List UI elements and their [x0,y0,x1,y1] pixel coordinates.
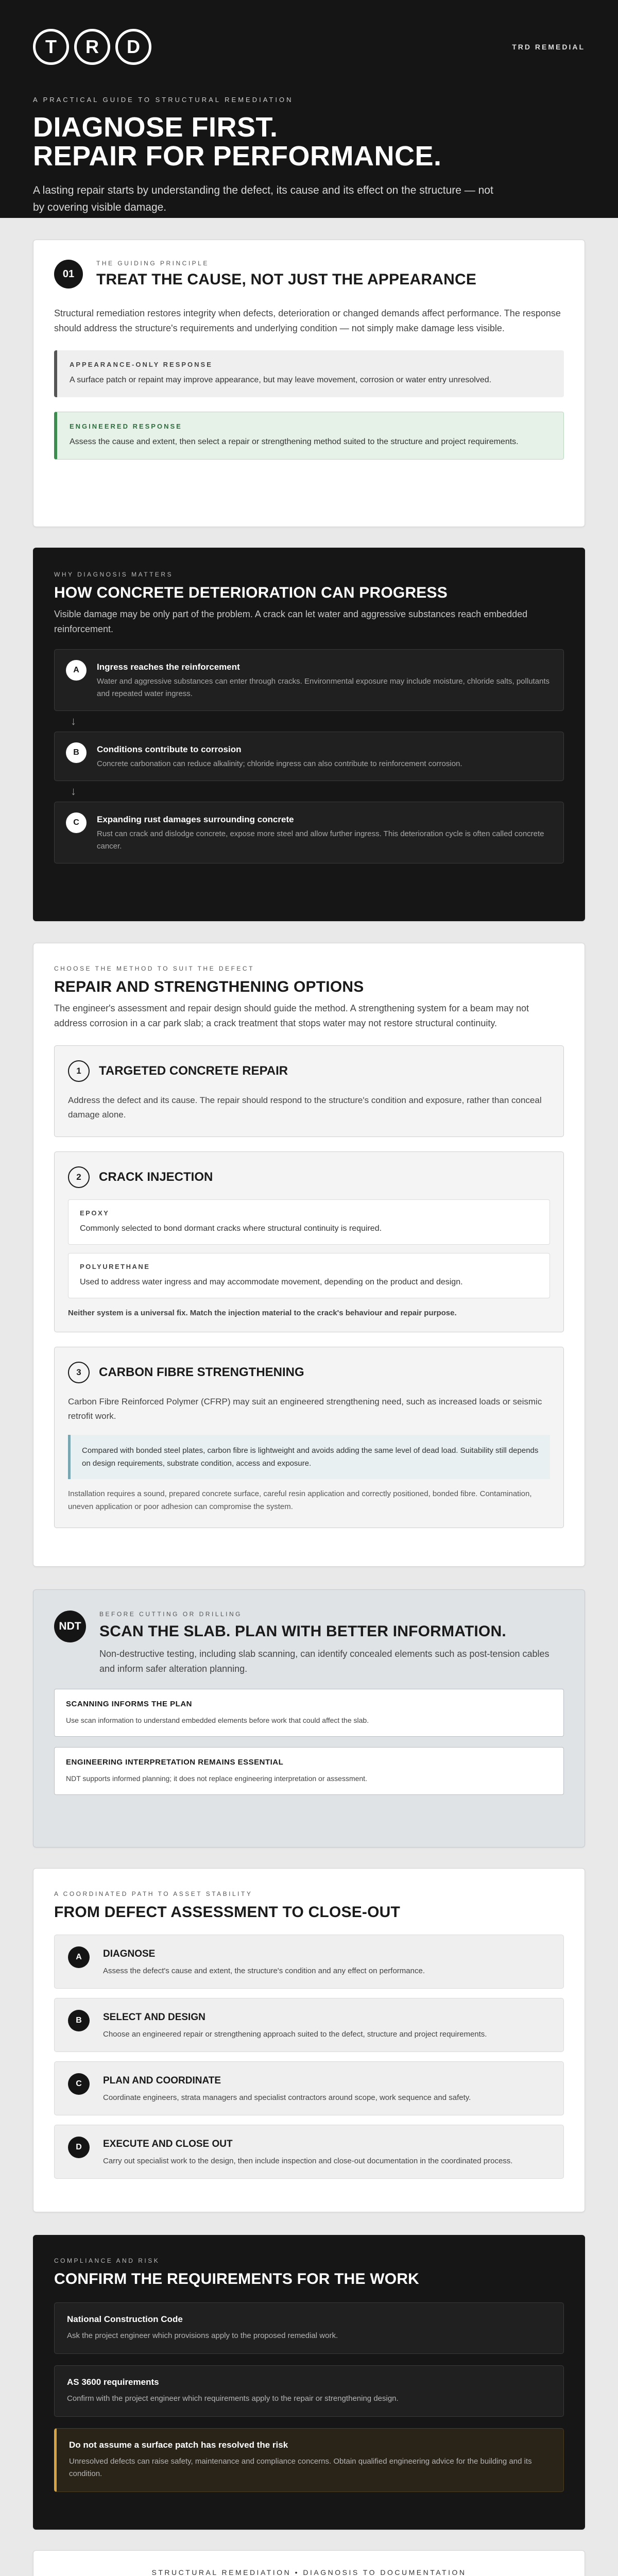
deterioration-step-c [54,802,564,863]
requirement-text: Ask the project engineer which provisions apply to the proposed remedial work. [67,2331,338,2340]
engineered-response-text: Assess the cause and extent, then select a repair or strengthening method suited to the structure and project requirements. [70,437,519,446]
page-footer [33,2550,585,2576]
deterioration-step-b [54,732,564,781]
path-step-badge: A [68,1946,90,1968]
info-text: Use scan information to understand embedded elements before work that could affect the slab. [66,1716,369,1724]
path-step-text: Coordinate engineers, strata managers and specialist contractors around scope, work sequence and safety. [103,2093,471,2102]
path-step-title: EXECUTE AND CLOSE OUT [103,2139,233,2149]
step-text: Concrete carbonation can reduce alkalinity; chloride ingress can also contribute to reinforcement corrosion. [97,759,462,768]
scan-title: SCAN THE SLAB. PLAN WITH BETTER INFORMATION. [99,1623,506,1640]
option-header [68,1166,550,1188]
step-text: Water and aggressive substances can enter through cracks. Environmental exposure may include moisture, chloride salts, pollutants and repeated water ingress. [97,677,550,698]
polyurethane-label: POLYURETHANE [80,1263,150,1270]
option-number: 2 [68,1166,90,1188]
hero-title-line2: REPAIR FOR PERFORMANCE. [33,141,442,172]
path-step-text: Choose an engineered repair or strengthening approach suited to the defect, structure and project requirements. [103,2030,487,2039]
principle-title: TREAT THE CAUSE, NOT JUST THE APPEARANCE [96,271,477,288]
deterioration-card [33,548,585,921]
scan-kicker: BEFORE CUTTING OR DRILLING [99,1611,243,1618]
epoxy-label: EPOXY [80,1209,110,1217]
path-title: FROM DEFECT ASSESSMENT TO CLOSE-OUT [54,1904,401,1921]
info-text: NDT supports informed planning; it does not replace engineering interpretation or assessment. [66,1774,367,1783]
logo-letter-r: R [74,29,110,65]
step-title: Conditions contribute to corrosion [97,744,242,754]
appearance-response-text: A surface patch or repaint may improve appearance, but may leave movement, corrosion or water entry unresolved. [70,376,492,384]
path-step-plan [54,2061,564,2115]
hero-subtitle: A lasting repair starts by understanding the defect, its cause and its effect on the structure — not by covering visible damage. [33,184,493,213]
polyurethane-text: Used to address water ingress and may accommodate movement, depending on the product and design. [80,1278,463,1286]
info-title: ENGINEERING INTERPRETATION REMAINS ESSENTIAL [66,1758,284,1767]
arrow-down-icon: ↓ [71,785,76,798]
path-step-text: Assess the defect's cause and extent, the structure's condition and any effect on performance. [103,1967,425,1975]
cfrp-callout: Compared with bonded steel plates, carbon fibre is lightweight and avoids adding the same level of dead load. Suitability still depends on design requirements, substrate condition, access and exposure. [68,1435,550,1479]
path-step-execute [54,2125,564,2179]
principle-kicker: THE GUIDING PRINCIPLE [96,260,209,267]
compliance-kicker: COMPLIANCE AND RISK [54,2257,160,2264]
step-text: Rust can crack and dislodge concrete, expose more steel and allow further ingress. This deterioration cycle is often called concrete cancer. [97,829,544,851]
option-title: CARBON FIBRE STRENGTHENING [99,1365,304,1379]
path-kicker: A COORDINATED PATH TO ASSET STABILITY [54,1890,253,1897]
polyurethane-box [68,1253,550,1298]
deterioration-step-a [54,649,564,711]
deterioration-body: Visible damage may be only part of the problem. A crack can let water and aggressive substances reach embedded reinforcement. [54,609,528,634]
hero-top-bar [33,0,585,65]
option-crack-injection [54,1151,564,1332]
path-step-title: PLAN AND COORDINATE [103,2075,221,2086]
hero-banner [0,0,618,218]
option-text: Carbon Fibre Reinforced Polymer (CFRP) may suit an engineered strengthening need, such as increased loads or seismic retrofit work. [68,1397,542,1421]
principle-number-badge: 01 [54,260,83,289]
appearance-response-label: APPEARANCE-ONLY RESPONSE [70,361,213,368]
step-badge: A [66,660,87,681]
ndt-badge: NDT [54,1611,86,1642]
requirement-ncc [54,2302,564,2354]
scan-header [54,1611,564,1676]
requirement-text: Confirm with the project engineer which requirements apply to the repair or strengthening design. [67,2394,399,2403]
path-step-badge: C [68,2073,90,2095]
path-step-select [54,1998,564,2052]
warning-title: Do not assume a surface patch has resolved the risk [69,2440,288,2450]
principle-header [54,260,564,289]
options-title: REPAIR AND STRENGTHENING OPTIONS [54,978,364,995]
path-step-diagnose [54,1935,564,1989]
footer-tagline: STRUCTURAL REMEDIATION • DIAGNOSIS TO DOCUMENTATION [151,2568,467,2576]
hero-kicker: A PRACTICAL GUIDE TO STRUCTURAL REMEDIATION [33,96,294,104]
engineered-response-box [54,412,564,460]
deterioration-steps [54,649,564,863]
path-step-badge: D [68,2137,90,2158]
injection-note: Neither system is a universal fix. Match the injection material to the crack's behaviour and repair purpose. [68,1309,457,1317]
option-number: 1 [68,1060,90,1082]
requirement-title: AS 3600 requirements [67,2377,159,2387]
options-kicker: CHOOSE THE METHOD TO SUIT THE DEFECT [54,965,254,972]
deterioration-kicker: WHY DIAGNOSIS MATTERS [54,571,174,578]
scan-body: Non-destructive testing, including slab scanning, can identify concealed elements such as post-tension cables and inform safer alteration planning. [99,1649,550,1674]
logo-letter-t: T [33,29,69,65]
compliance-items [54,2302,564,2492]
epoxy-box [68,1199,550,1245]
step-badge: C [66,812,87,833]
path-step-title: DIAGNOSE [103,1948,156,1959]
main-content [0,240,618,2576]
path-step-badge: B [68,2010,90,2031]
path-step-title: SELECT AND DESIGN [103,2012,205,2023]
info-title: SCANNING INFORMS THE PLAN [66,1700,192,1708]
trd-logo [33,29,151,65]
appearance-response-box [54,350,564,397]
risk-warning [54,2428,564,2492]
option-title: TARGETED CONCRETE REPAIR [99,1064,288,1078]
requirement-title: National Construction Code [67,2314,183,2324]
option-number: 3 [68,1362,90,1383]
compliance-card [33,2235,585,2530]
cfrp-installation-note: Installation requires a sound, prepared concrete surface, careful resin application and correctly positioned, bonded fibre. Contamination, uneven application or poor adhesion can compromise the system. [68,1489,532,1511]
option-header [68,1060,550,1082]
options-body: The engineer's assessment and repair design should guide the method. A strengthening system for a beam may not address corrosion in a car park slab; a crack treatment that stops water may not restore structural continuity. [54,1003,529,1028]
option-header [68,1362,550,1383]
deterioration-title: HOW CONCRETE DETERIORATION CAN PROGRESS [54,584,448,601]
brand-name: TRD REMEDIAL [512,43,585,51]
logo-letter-d: D [115,29,151,65]
scan-info-box [54,1689,564,1737]
option-concrete-repair [54,1045,564,1137]
principle-body: Structural remediation restores integrity when defects, deterioration or changed demands affect performance. The response should address the structure's requirements and underlying condition — not simply make damage less visible. [54,308,561,333]
path-card [33,1868,585,2212]
hero-title [33,113,585,171]
arrow-down-icon: ↓ [71,715,76,727]
step-title: Expanding rust damages surrounding concrete [97,815,294,824]
requirement-as3600 [54,2365,564,2417]
hero-title-line1: DIAGNOSE FIRST. [33,112,278,143]
scan-card [33,1589,585,1848]
step-badge: B [66,742,87,763]
principle-card [33,240,585,527]
warning-text: Unresolved defects can raise safety, maintenance and compliance concerns. Obtain qualified engineering advice for the building and its condition. [69,2457,532,2478]
engineered-response-label: ENGINEERED RESPONSE [70,422,182,430]
epoxy-text: Commonly selected to bond dormant cracks where structural continuity is required. [80,1224,382,1233]
options-card [33,943,585,1567]
path-step-text: Carry out specialist work to the design, then include inspection and close-out documentation in the coordinated process. [103,2157,513,2165]
compliance-title: CONFIRM THE REQUIREMENTS FOR THE WORK [54,2270,420,2287]
step-title: Ingress reaches the reinforcement [97,662,240,672]
option-text: Address the defect and its cause. The repair should respond to the structure's condition and exposure, rather than conceal damage alone. [68,1095,542,1120]
scan-info-box [54,1747,564,1795]
option-carbon-fibre [54,1347,564,1528]
path-steps [54,1935,564,2179]
option-title: CRACK INJECTION [99,1170,213,1184]
